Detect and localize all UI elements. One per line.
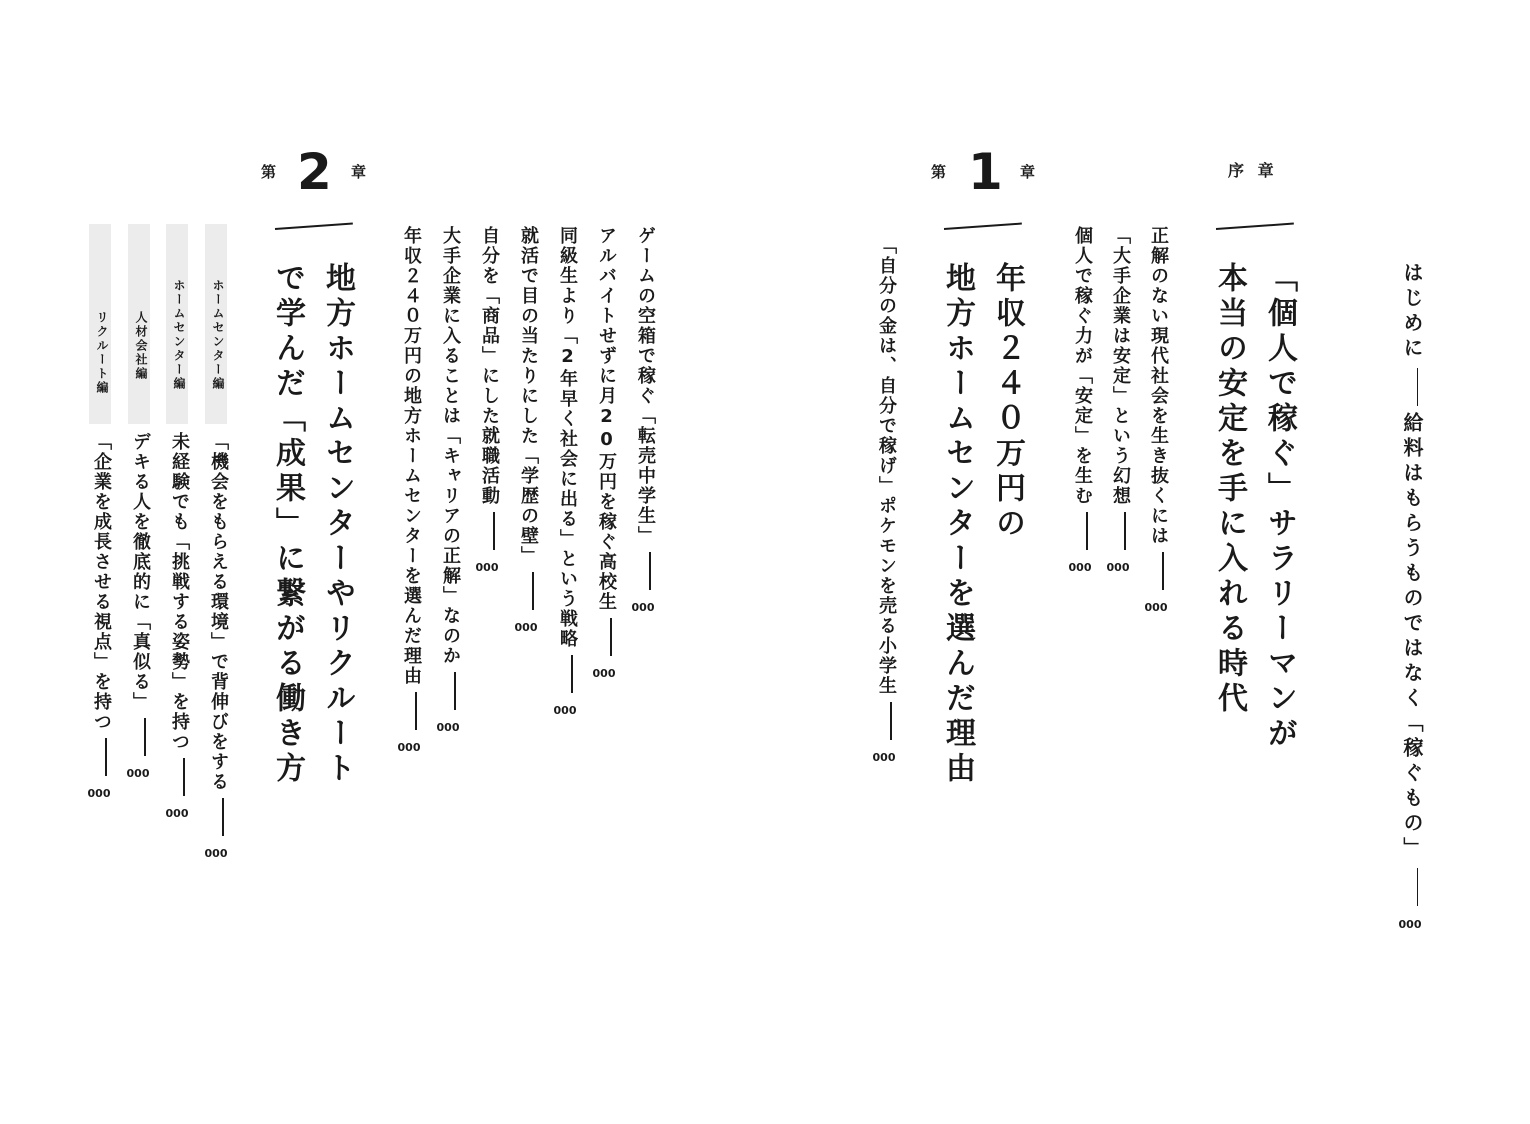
toc-item-text: 「自分の金は、自分で稼げ」ポケモンを売る小学生	[876, 236, 897, 696]
section-tab: ホームセンター編	[205, 224, 227, 424]
chapter2-title-line1: 地方ホームセンターやリクルート	[320, 262, 355, 787]
page-number: 000	[87, 787, 111, 800]
chapter2-number: 2	[297, 143, 332, 201]
toc-item[interactable]	[399, 226, 423, 753]
chapter1-label-post: 章	[1020, 163, 1036, 181]
toc-item[interactable]	[89, 432, 113, 799]
leader-dash	[610, 618, 612, 656]
intro-label: はじめに	[1400, 262, 1424, 362]
toc-item-text: アルバイトせずに月20万円を稼ぐ高校生	[596, 226, 617, 612]
leader-dash	[105, 738, 107, 776]
leader-dash	[415, 692, 417, 730]
page-number: 000	[631, 601, 655, 614]
chapter2-rule	[275, 223, 353, 230]
toc-item[interactable]	[477, 226, 501, 573]
chapter1-title-line1: 年収２４０万円の	[990, 262, 1025, 542]
toc-item-text: 未経験でも「挑戦する姿勢」を持つ	[169, 432, 190, 752]
chapter2-title-line2: で学んだ「成果」に繋がる働き方	[270, 262, 305, 787]
chapter1-title-line2: 地方ホームセンターを選んだ理由	[940, 262, 975, 787]
toc-item-text: 個人で稼ぐ力が「安定」を生む	[1072, 226, 1093, 506]
toc-item-text: 「大手企業は安定」という幻想	[1110, 226, 1131, 506]
toc-item[interactable]	[633, 226, 657, 613]
page-number: 000	[475, 561, 499, 574]
toc-item-text: 「機会をもらえる環境」で背伸びをする	[208, 432, 229, 792]
toc-item-text: 就活で目の当たりにした「学歴の壁」	[518, 226, 539, 566]
chapter1-number: 1	[968, 143, 1003, 201]
leader-dash	[222, 798, 224, 836]
toc-item-text: 年収２４０万円の地方ホームセンターを選んだ理由	[401, 226, 422, 686]
leader-dash	[532, 572, 534, 610]
leader-dash	[571, 655, 573, 693]
page-number: 000	[553, 704, 577, 717]
toc-item[interactable]	[594, 226, 618, 679]
prologue-title-line2: 本当の安定を手に入れる時代	[1212, 262, 1247, 717]
page-number: 000	[1144, 601, 1168, 614]
chapter2-label-post: 章	[351, 163, 367, 181]
toc-item[interactable]	[206, 432, 230, 859]
leader-dash	[1417, 368, 1419, 406]
page-number: 000	[126, 767, 150, 780]
page-number: 000	[514, 621, 538, 634]
toc-item[interactable]	[555, 226, 579, 716]
toc-item[interactable]	[874, 236, 898, 763]
leader-dash	[649, 552, 651, 590]
intro-entry[interactable]	[1398, 262, 1427, 931]
chapter1-rule	[944, 223, 1022, 230]
toc-item[interactable]	[167, 432, 191, 819]
leader-dash	[1124, 512, 1126, 550]
page-number: 000	[204, 847, 228, 860]
section-tab: リクルート編	[89, 224, 111, 424]
intro-subtitle: 給料はもらうものではなく「稼ぐもの」	[1400, 412, 1424, 862]
toc-item[interactable]	[438, 226, 462, 733]
leader-dash	[144, 718, 146, 756]
leader-dash	[1162, 552, 1164, 590]
page-number: 000	[872, 751, 896, 764]
leader-dash	[890, 702, 892, 740]
leader-dash	[183, 758, 185, 796]
leader-dash	[454, 672, 456, 710]
toc-item[interactable]	[1108, 226, 1132, 573]
toc-item[interactable]	[1070, 226, 1094, 573]
toc-item[interactable]	[128, 432, 152, 779]
prologue-title-line1: 「個人で稼ぐ」サラリーマンが	[1262, 262, 1297, 752]
prologue-label: 序 章	[1228, 161, 1278, 180]
toc-item-text: 「企業を成長させる視点」を持つ	[91, 432, 112, 732]
section-tab: 人材会社編	[128, 224, 150, 424]
page-number: 000	[1068, 561, 1092, 574]
toc-item-text: 正解のない現代社会を生き抜くには	[1148, 226, 1169, 546]
toc-item-text: 自分を「商品」にした就職活動	[479, 226, 500, 506]
page-number: 000	[436, 721, 460, 734]
toc-item-text: ゲームの空箱で稼ぐ「転売中学生」	[635, 226, 656, 546]
leader-dash	[1086, 512, 1088, 550]
toc-item-text: 大手企業に入ることは「キャリアの正解」なのか	[440, 226, 461, 666]
chapter1-label-pre: 第	[931, 163, 947, 181]
section-tab: ホームセンター編	[166, 224, 188, 424]
leader-dash	[1417, 868, 1419, 906]
prologue-rule	[1216, 223, 1294, 230]
chapter2-label-pre: 第	[261, 163, 277, 181]
toc-item[interactable]	[1146, 226, 1170, 613]
toc-item[interactable]	[516, 226, 540, 633]
toc-item-text: 同級生より「2年早く社会に出る」という戦略	[557, 226, 578, 649]
page-number: 000	[1398, 918, 1422, 931]
leader-dash	[493, 512, 495, 550]
page-number: 000	[592, 667, 616, 680]
page-number: 000	[165, 807, 189, 820]
toc-item-text: デキる人を徹底的に「真似る」	[130, 432, 151, 712]
page-number: 000	[1106, 561, 1130, 574]
page-number: 000	[397, 741, 421, 754]
